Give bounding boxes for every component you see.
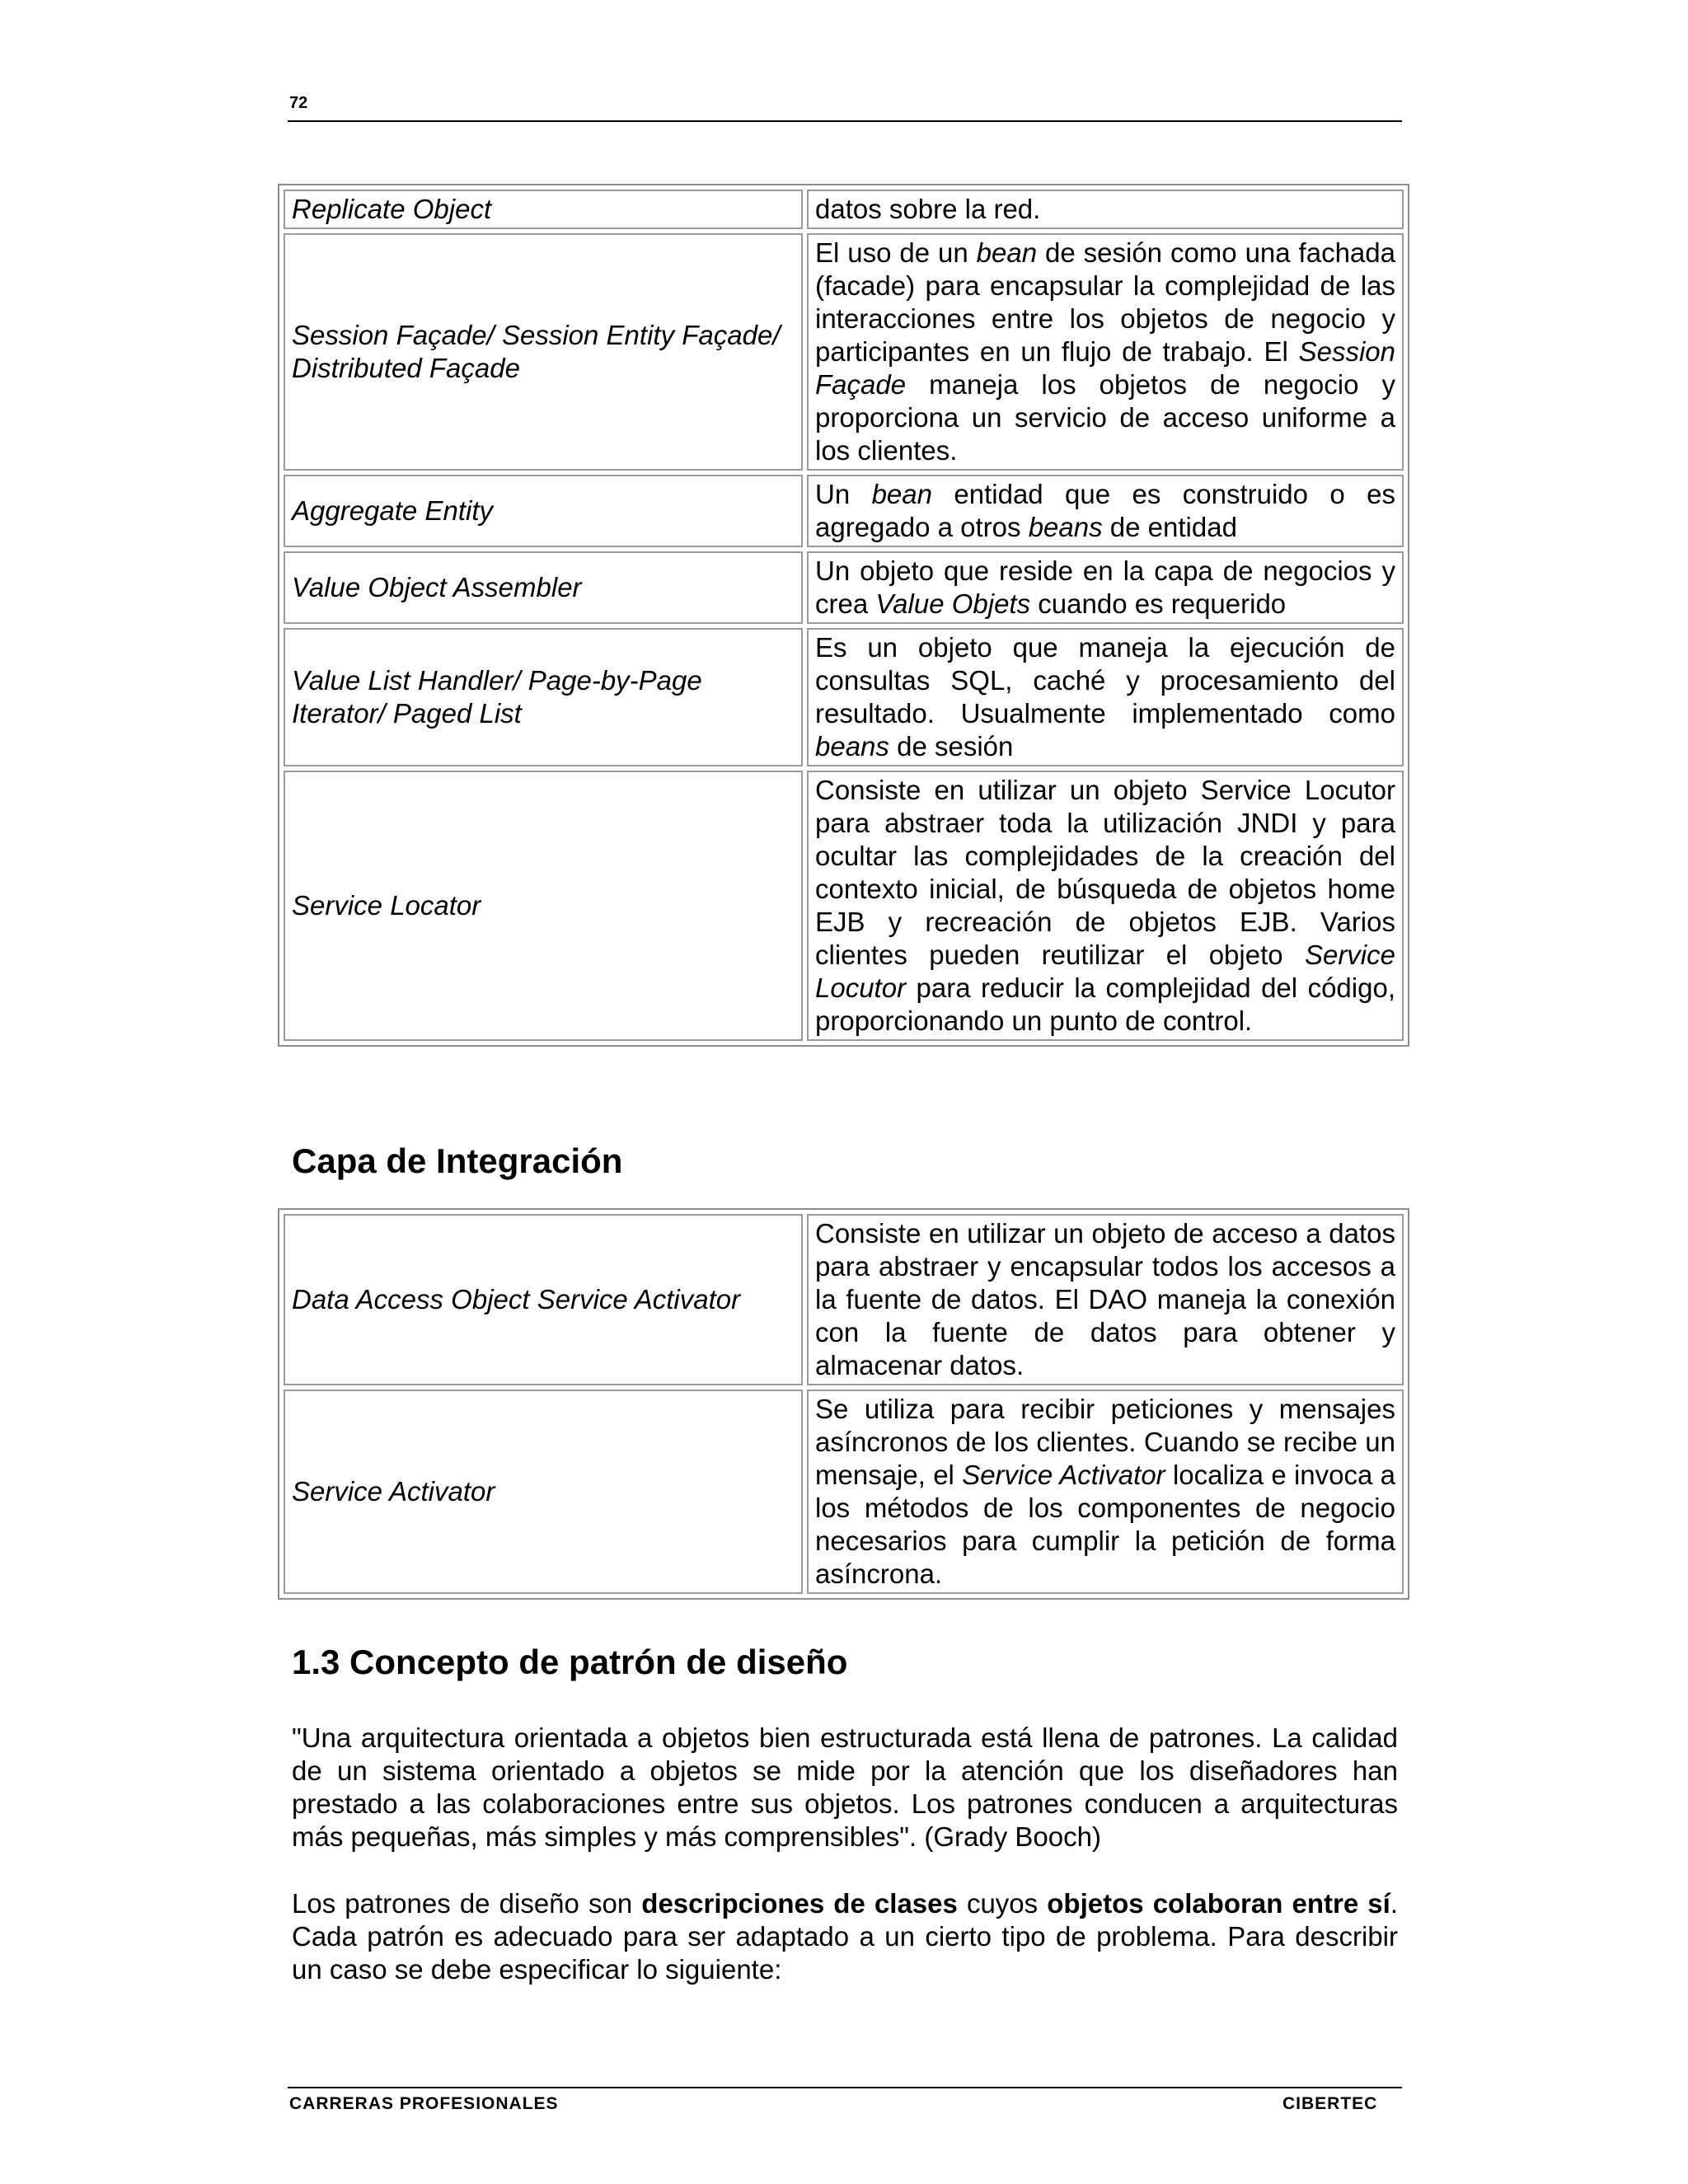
table-row <box>284 771 1404 1041</box>
table-row <box>284 475 1404 547</box>
table-row <box>284 233 1404 471</box>
pattern-name: Value Object Assembler <box>284 551 803 624</box>
business-patterns-table <box>278 184 1409 1047</box>
design-patterns-paragraph: Los patrones de diseño son descripciones de clases cuyos objetos colaboran entre sí. Cada patrón es adecuado para ser adaptado a un cierto tipo de problema. Para describir un caso se debe especificar lo siguiente: <box>292 1888 1398 1985</box>
table-row <box>284 190 1404 229</box>
pattern-name: Data Access Object Service Activator <box>284 1214 803 1385</box>
pattern-description: Se utiliza para recibir peticiones y mensajes asíncronos de los clientes. Cuando se recibe un mensaje, el Service Activator localiza e invoca a los métodos de los componentes de negocio necesarios para cumplir la petición de forma asíncrona. <box>807 1390 1404 1594</box>
table-row <box>284 1214 1404 1385</box>
table-row <box>284 551 1404 624</box>
integration-heading: Capa de Integración <box>292 1141 623 1180</box>
pattern-description: El uso de un bean de sesión como una fachada (facade) para encapsular la complejidad de las interacciones entre los objetos de negocio y participantes en un flujo de trabajo. El Session Façade maneja los objetos de negocio y proporciona un servicio de acceso uniforme a los clientes. <box>807 233 1404 471</box>
booch-quote-paragraph: "Una arquitectura orientada a objetos bien estructurada está llena de patrones. La calidad de un sistema orientado a objetos se mide por la atención que los diseñadores han prestado a las colaboraciones entre sus objetos. Los patrones conducen a arquitecturas más pequeñas, más simples y más comprensibles". (Grady Booch) <box>292 1722 1398 1852</box>
pattern-name: Aggregate Entity <box>284 475 803 547</box>
section-heading: 1.3 Concepto de patrón de diseño <box>292 1643 848 1681</box>
table-row <box>284 628 1404 766</box>
pattern-description: Consiste en utilizar un objeto de acceso a datos para abstraer y encapsular todos los accesos a la fuente de datos. El DAO maneja la conexión con la fuente de datos para obtener y almacenar datos. <box>807 1214 1404 1385</box>
pattern-name: Service Activator <box>284 1390 803 1594</box>
pattern-description: Un objeto que reside en la capa de negocios y crea Value Objets cuando es requerido <box>807 551 1404 624</box>
footer-left-text: CARRERAS PROFESIONALES <box>289 2094 559 2113</box>
page-number: 72 <box>289 94 308 112</box>
header-rule <box>288 120 1402 122</box>
pattern-name: Service Locator <box>284 771 803 1041</box>
footer-rule <box>288 2087 1402 2088</box>
pattern-description: datos sobre la red. <box>807 190 1404 229</box>
pattern-description: Consiste en utilizar un objeto Service Locutor para abstraer toda la utilización JNDI y para ocultar las complejidades de la creación del contexto inicial, de búsqueda de objetos home EJB y recreación de objetos EJB. Varios clientes pueden reutilizar el objeto Service Locutor para reducir la complejidad del código, proporcionando un punto de control. <box>807 771 1404 1041</box>
footer-right-text: CIBERTEC <box>1282 2094 1378 2113</box>
pattern-description: Un bean entidad que es construido o es agregado a otros beans de entidad <box>807 475 1404 547</box>
table-row <box>284 1390 1404 1594</box>
pattern-name: Replicate Object <box>284 190 803 229</box>
pattern-description: Es un objeto que maneja la ejecución de consultas SQL, caché y procesamiento del resultado. Usualmente implementado como beans de sesión <box>807 628 1404 766</box>
pattern-name: Value List Handler/ Page-by-Page Iterator/ Paged List <box>284 628 803 766</box>
integration-patterns-table <box>278 1208 1409 1600</box>
pattern-name: Session Façade/ Session Entity Façade/ Distributed Façade <box>284 233 803 471</box>
